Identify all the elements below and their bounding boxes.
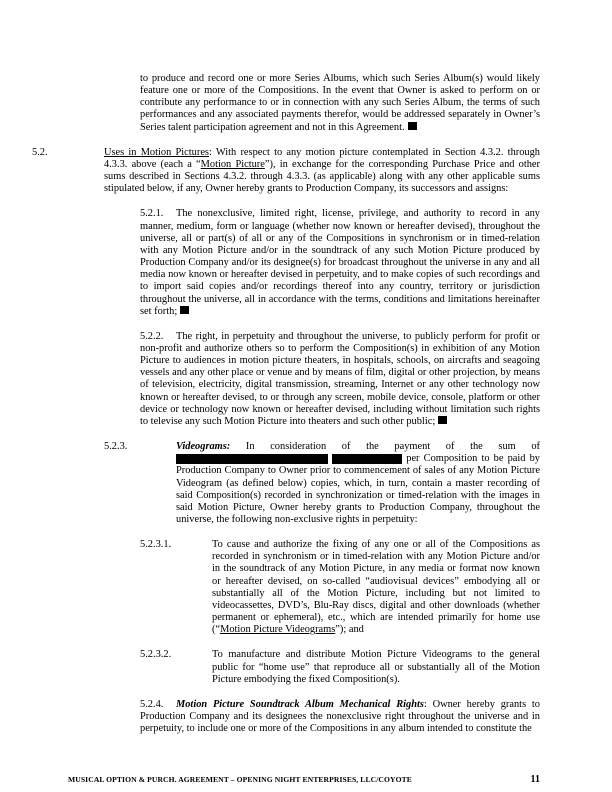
redaction-bar xyxy=(438,416,447,424)
text-run: ”), in exchange for the corresponding Purchase Price and other sums described in Sections 4.3.2. through 4.3.3. (as applicable) along with any other applicable sums stipulated below, if any, Owner hereby grants to Production Company, its successors and assigns: xyxy=(104,158,540,195)
paragraph xyxy=(32,146,541,196)
document-body xyxy=(0,73,612,748)
paragraph xyxy=(140,649,540,685)
text-run: The right, in perpetuity and throughout the universe, to publicly perform for profit or non-profit and authorize others so to perform the Composition(s) in exhibition of any Motion Picture to audiences in motion picture theaters, in hospitals, schools, on aircrafts and seagoing vessels and any other place or venue and by means of film, digital or other projection, by means of television, electricity, digital transmission, streaming, Internet or any other technology now known or hereafter devised, to or through any screen, mobile device, console, platform or other device or technology now known or hereafter devised, including without limitation such rights to televise any such Motion Picture into theaters and such other public; xyxy=(140,330,540,427)
page-footer xyxy=(68,774,540,785)
text-run: Uses in Motion Pictures xyxy=(104,146,209,158)
paragraph xyxy=(140,539,540,636)
text-run: Motion Picture Videograms xyxy=(220,624,336,636)
paragraph-number: 5.2.3. xyxy=(104,441,128,453)
paragraph xyxy=(140,73,540,134)
text-run: To manufacture and distribute Motion Picture Videograms to the general public for “home use” that reproduce all or substantially all of the Motion Picture embodying the fixed Composition(s). xyxy=(212,649,540,685)
paragraph-number: 5.2.3.2. xyxy=(140,649,172,661)
text-run: The nonexclusive, limited right, license, privilege, and authority to record in any manner, medium, form or language (whether now known or hereafter devised), throughout the universe, all or part(s) of all or any of the Compositions in synchronism or in timed-relation with any Motion Picture and/or in the soundtrack of any such Motion Picture produced by Production Company and/or its designee(s) for broadcast throughout the universe in any and all media now known or hereafter devised in perpetuity, and to make copies of such recordings and to import said copies and/or recordings thereof into any country, territory or jurisdiction throughout the universe, all in accordance with the terms, conditions and limitations hereinafter set forth; xyxy=(140,208,540,317)
page-number: 11 xyxy=(530,774,540,785)
paragraph xyxy=(140,208,540,317)
text-run: ”); and xyxy=(335,624,364,636)
text-run: Motion Picture Soundtrack Album Mechanical Rights xyxy=(176,698,424,710)
text-run: In consideration of the payment of the sum of xyxy=(230,441,540,453)
paragraph-number: 5.2.1. xyxy=(140,208,164,220)
text-run: : Owner hereby grants to Production Company and its designees the nonexclusive right throughout the universe and in perpetuity, to include one or more of the Compositions in any album intended to constitute the xyxy=(140,698,540,735)
redaction-bar xyxy=(176,454,328,464)
paragraph xyxy=(104,441,540,526)
text-run: To cause and authorize the fixing of any one or all of the Compositions as recorded in synchronism or in timed-relation with any Motion Picture and/or in the soundtrack of any Motion Picture, in any media or format now known or hereafter devised, on so-called “audiovisual devices” embodying all or substantially all of the Motion Picture, including but not limited to videocassettes, DVD’s, Blu-Ray discs, digital and other downloads (whether permanent or ephemeral), etc., which are intended primarily for home use (“ xyxy=(212,539,540,636)
text-run: : With respect to any motion picture contemplated in Section 4.3.2. through 4.3.3. above (each a “ xyxy=(104,146,541,170)
paragraph-number: 5.2.2. xyxy=(140,330,164,342)
text-run: Videograms: xyxy=(176,441,231,453)
paragraph xyxy=(140,699,540,735)
paragraph xyxy=(140,331,540,428)
text-run: Motion Picture xyxy=(200,158,265,170)
redaction-bar xyxy=(408,122,417,130)
redaction-bar xyxy=(180,306,189,314)
paragraph-number: 5.2.4. xyxy=(140,698,164,710)
paragraph-number: 5.2.3.1. xyxy=(140,539,172,551)
text-run: per Composition to be paid by Production Company to Owner prior to commencement of sales of any Motion Picture Videogram (as defined below) copies, which, in turn, contain a master recording of said Composition(s) recorded in synchronization or timed-relation with the images in said Motion Picture, Owner hereby grants to Production Company, throughout the universe, the following non-exclusive rights in perpetuity: xyxy=(176,453,540,525)
footer-title: MUSICAL OPTION & PURCH. AGREEMENT – OPENING NIGHT ENTERPRISES, LLC/COYOTE xyxy=(68,775,412,784)
paragraph-number: 5.2. xyxy=(32,146,48,158)
redaction-bar xyxy=(332,454,402,464)
text-run: to produce and record one or more Series Albums, which such Series Album(s) would likely feature one or more of the Compositions. In the event that Owner is asked to perform on or contribute any performance to or in connection with any such Series Album, the terms of such performances and any associated payments therefor, would be addressed separately in Owner’s Series talent participation agreement and not in this Agreement. xyxy=(140,73,540,133)
